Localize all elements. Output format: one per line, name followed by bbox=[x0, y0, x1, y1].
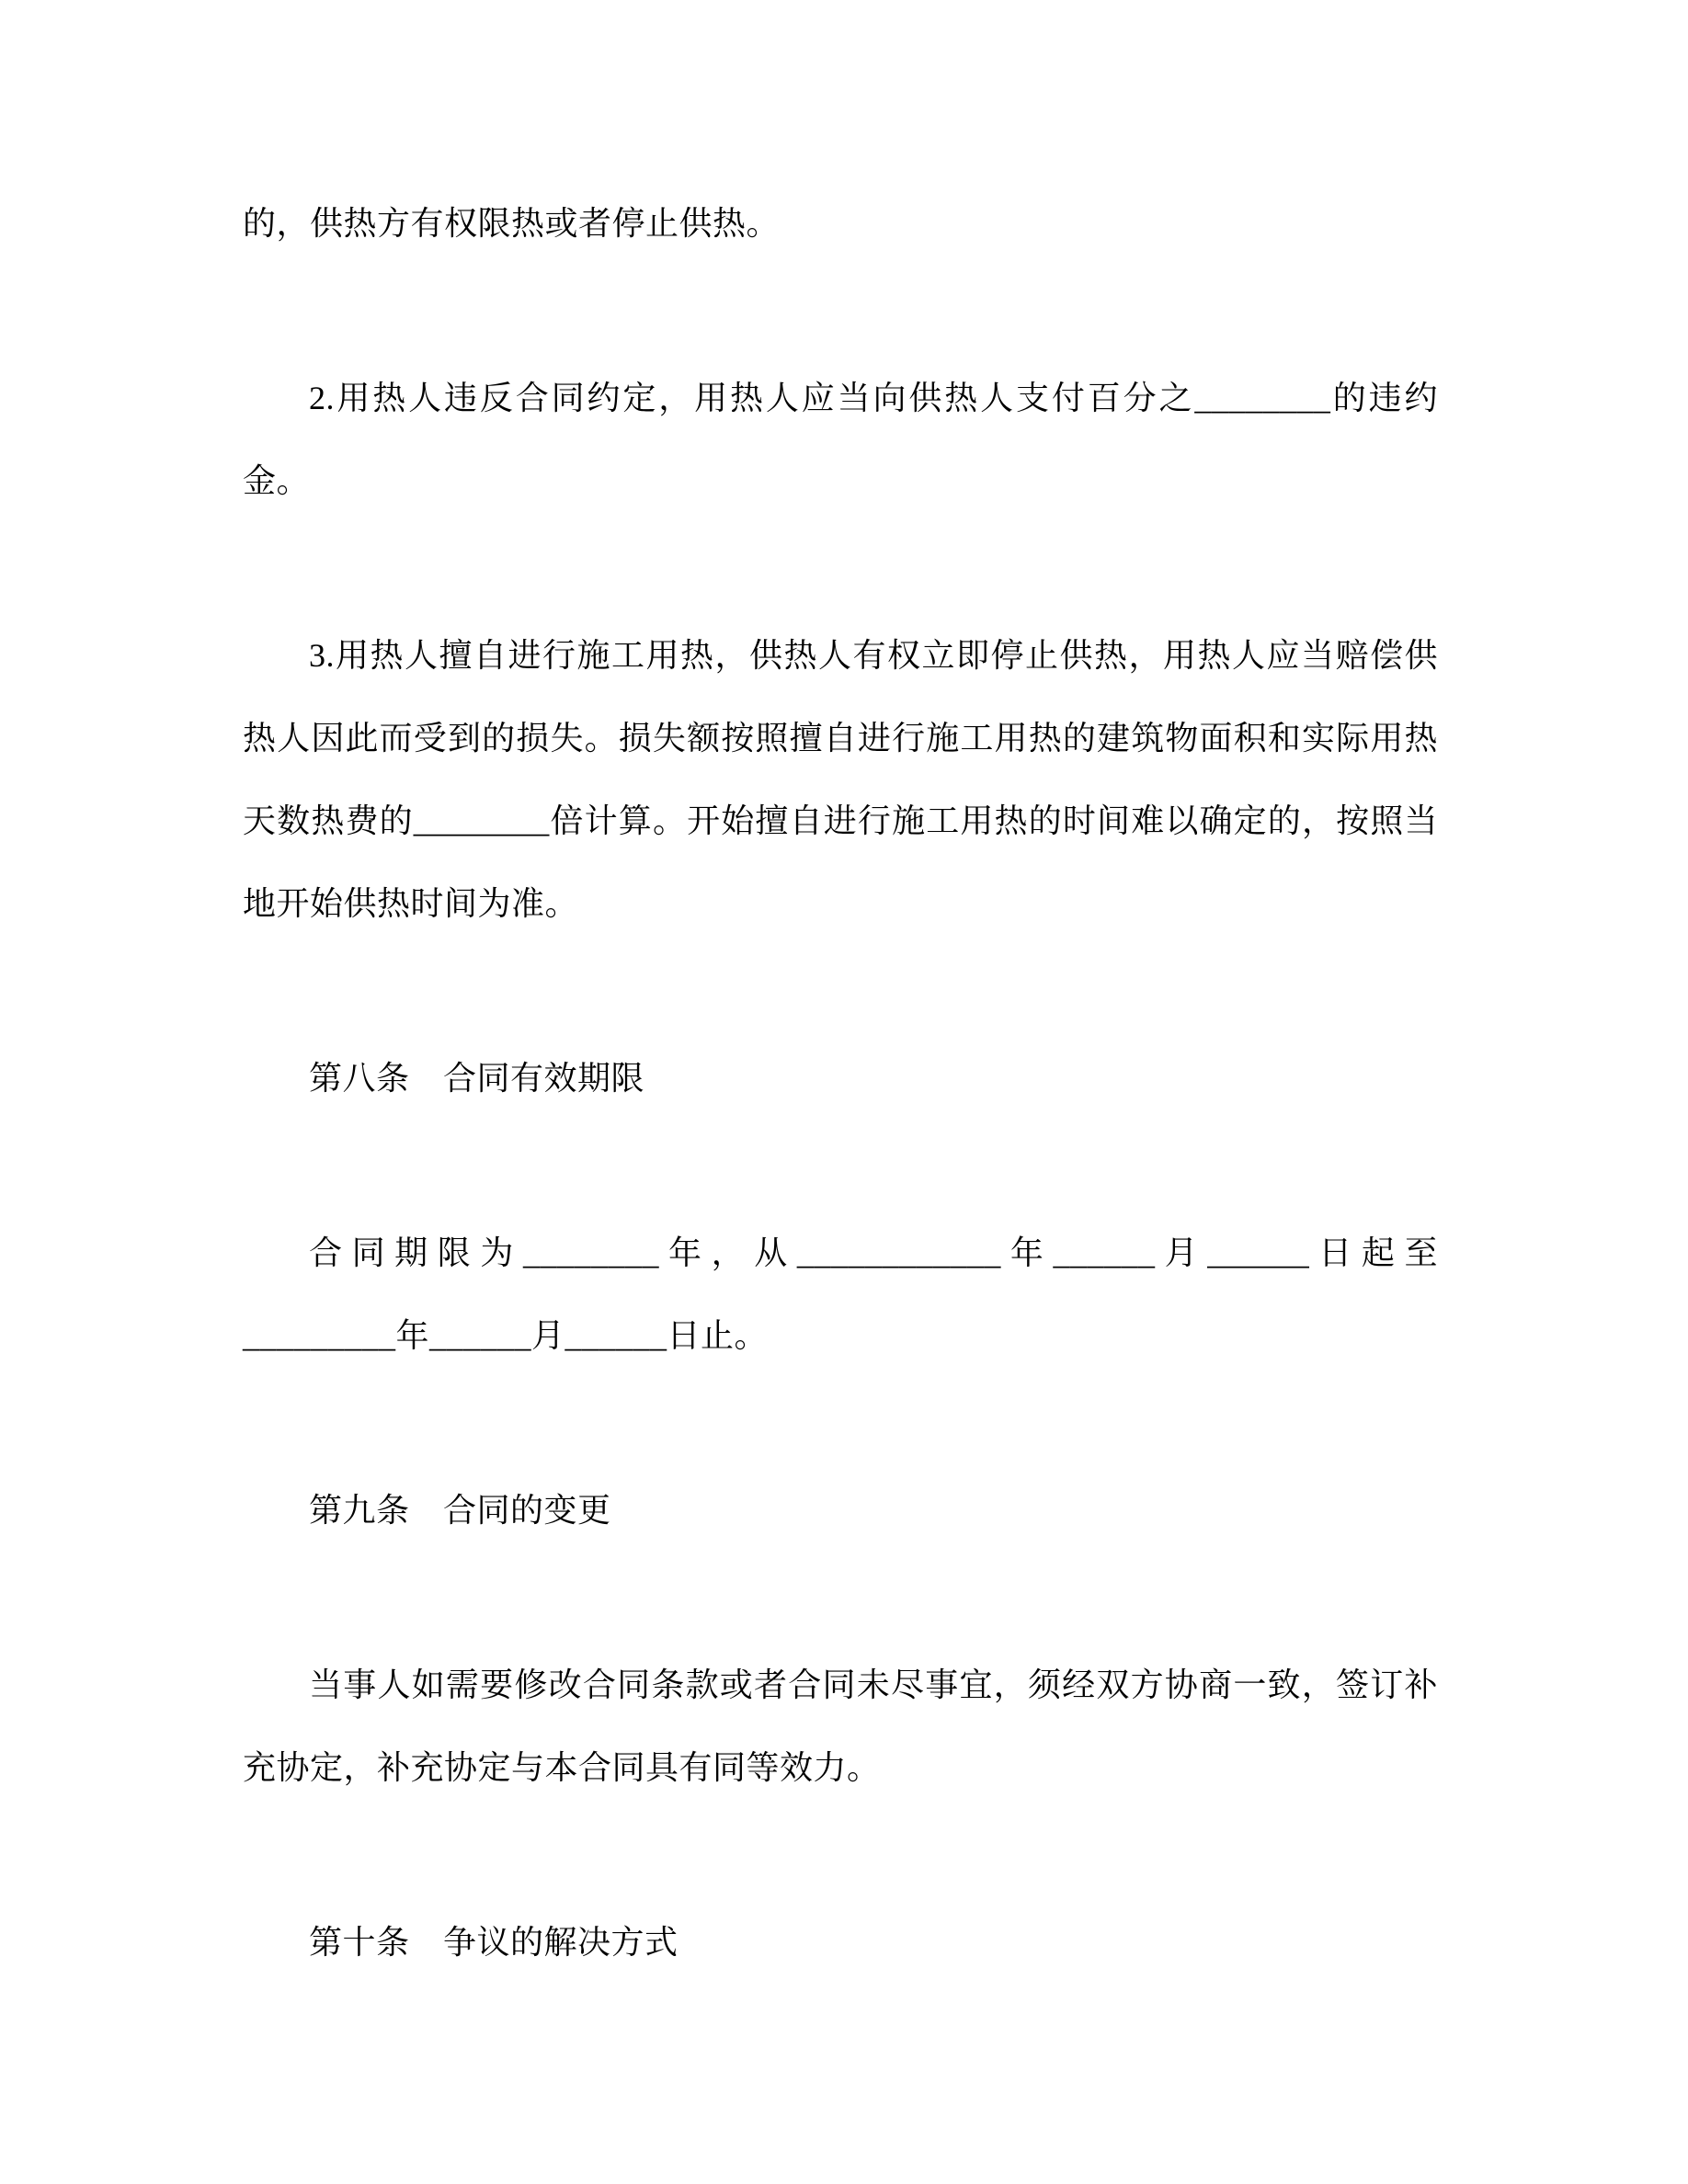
article-10-heading: 第十条 争议的解决方式 bbox=[309, 1924, 679, 1961]
paragraph-continuation: 的，供热方有权限热或者停止供热。 bbox=[243, 205, 781, 242]
document-content bbox=[243, 182, 1438, 1984]
clause-2-paragraph: 2.用热人违反合同约定，用热人应当向供热人支付百分之________的违约金。 bbox=[243, 380, 1438, 499]
clause-3-paragraph: 3.用热人擅自进行施工用热，供热人有权立即停止供热，用热人应当赔偿供热人因此而受到的损失。损失额按照擅自进行施工用热的建筑物面积和实际用热天数热费的________倍计算。开始擅自进行施工用热的时间难以确定的，按照当地开始供热时间为准。 bbox=[243, 637, 1438, 922]
article-9-heading: 第九条 合同的变更 bbox=[309, 1492, 611, 1529]
article-8-body-paragraph: 合同期限为________年，从____________年______月______日起至_________年______月______日止。 bbox=[243, 1234, 1438, 1354]
article-9-body-paragraph: 当事人如需要修改合同条款或者合同未尽事宜，须经双方协商一致，签订补充协定，补充协定与本合同具有同等效力。 bbox=[243, 1666, 1438, 1786]
article-8-heading: 第八条 合同有效期限 bbox=[309, 1060, 645, 1097]
